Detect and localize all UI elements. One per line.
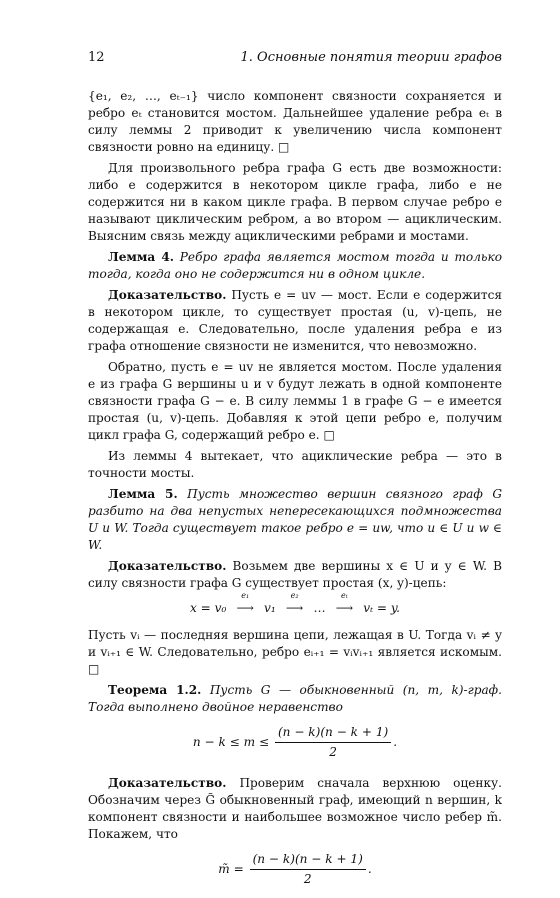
proof-lemma-5 bbox=[88, 558, 502, 592]
chain-arrow: e₂ ⟶ bbox=[280, 600, 310, 617]
page-body bbox=[88, 88, 502, 898]
chain-vertex: v₁ bbox=[264, 601, 276, 615]
chain-dots: … bbox=[313, 601, 326, 615]
arrow-label: e₁ bbox=[241, 591, 250, 600]
fraction-numerator: (n − k)(n − k + 1) bbox=[275, 724, 391, 743]
page-number: 12 bbox=[88, 50, 105, 65]
fraction-denominator: 2 bbox=[329, 745, 337, 759]
chain-formula bbox=[88, 591, 502, 617]
proof-text: Проверим сначала верхнюю оценку. Обозначим через G̃ обыкновенный граф, имеющий n вершин, k компонент связности и наибольшее возможное число ребер m̃. Покажем, что bbox=[88, 776, 502, 841]
proof-title: Доказательство. bbox=[108, 288, 227, 302]
arrow-label: e₂ bbox=[290, 591, 299, 600]
paragraph-continuation: {e₁, e₂, …, eₜ₋₁} число компонент связности сохраняется и ребро eₜ становится мостом. Дальнейшее удаление ребра eₜ в силу леммы 2 приводит к увеличению числа компонент связности ровно на единицу. □ bbox=[88, 89, 502, 154]
proof-lemma-4 bbox=[88, 287, 502, 355]
fraction-denominator: 2 bbox=[303, 872, 312, 886]
lemma-5-title: Лемма 5. bbox=[108, 487, 178, 501]
formula-period: . bbox=[367, 862, 372, 876]
paragraph-converse: Обратно, пусть e = uv не является мостом. После удаления e из графа G вершины u и v будут лежать в одной компоненте связности графа G − e. В силу леммы 1 в графе G − e имеется простая (u, v)-цепь. Добавляя к этой цепи ребро e, получим цикл графа G, содержащий ребро e. □ bbox=[88, 360, 502, 442]
proof-title: Доказательство. bbox=[108, 776, 227, 790]
chapter-title: 1. Основные понятия теории графов bbox=[240, 50, 502, 65]
mtilde-left: m̃ = bbox=[218, 862, 244, 876]
proof-text: Пусть e = uv — мост. Если e содержится в некотором цикле, то существует простая (u, v)-цепь, не содержащая e. Следовательно, после удаления ребра e из графа отношение связности не изменится, что невозможно. bbox=[88, 288, 502, 353]
proof-theorem bbox=[88, 775, 502, 843]
inequality-formula bbox=[88, 724, 502, 761]
formula-period: . bbox=[393, 735, 398, 749]
theorem-statement: Пусть G — обыкновенный (n, m, k)-граф. Тогда выполнено двойное неравенство bbox=[88, 683, 502, 714]
fraction bbox=[250, 851, 366, 888]
mtilde-formula bbox=[88, 851, 502, 888]
arrow-label: eₜ bbox=[341, 591, 348, 600]
chain-arrow: e₁ ⟶ bbox=[230, 600, 260, 617]
theorem-1-2 bbox=[88, 682, 502, 716]
inequality-left: n − k ≤ m ≤ bbox=[192, 735, 270, 749]
fraction bbox=[275, 724, 391, 761]
chain-arrow: eₜ ⟶ bbox=[329, 600, 359, 617]
lemma-5 bbox=[88, 486, 502, 554]
paragraph-last-vertex: Пусть vᵢ — последняя вершина цепи, лежащая в U. Тогда vᵢ ≠ y и vᵢ₊₁ ∈ W. Следовательно, ребро eᵢ₊₁ = vᵢvᵢ₊₁ является искомым. □ bbox=[88, 628, 502, 676]
theorem-title: Теорема 1.2. bbox=[108, 683, 202, 697]
lemma-4 bbox=[88, 249, 502, 283]
proof-title: Доказательство. bbox=[108, 559, 227, 573]
paragraph-corollary: Из леммы 4 вытекает, что ациклические ребра — это в точности мосты. bbox=[88, 449, 502, 480]
proof-text: Возьмем две вершины x ∈ U и y ∈ W. В силу связности графа G существует простая (x, y)-цепь: bbox=[88, 559, 502, 590]
fraction-numerator: (n − k)(n − k + 1) bbox=[250, 851, 366, 870]
lemma-4-statement: Ребро графа является мостом тогда и только тогда, когда оно не содержится ни в одном цикле. bbox=[88, 250, 502, 281]
paragraph-edge-possibilities: Для произвольного ребра графа G есть две возможности: либо e содержится в некотором цикле графа, либо e не содержится ни в каком цикле графа. В первом случае ребро e называют циклическим ребром, а во втором — ациклическим. Выясним связь между ациклическими ребрами и мостами. bbox=[88, 161, 502, 243]
lemma-5-statement: Пусть множество вершин связного граф G разбито на два непустых непересекающихся подмножества U и W. Тогда существует такое ребро e = uw, что u ∈ U и w ∈ W. bbox=[88, 487, 502, 552]
chain-start: x = v₀ bbox=[190, 601, 227, 615]
running-header bbox=[88, 50, 502, 65]
chain-end: vₜ = y. bbox=[363, 601, 400, 615]
lemma-4-title: Лемма 4. bbox=[108, 250, 175, 264]
